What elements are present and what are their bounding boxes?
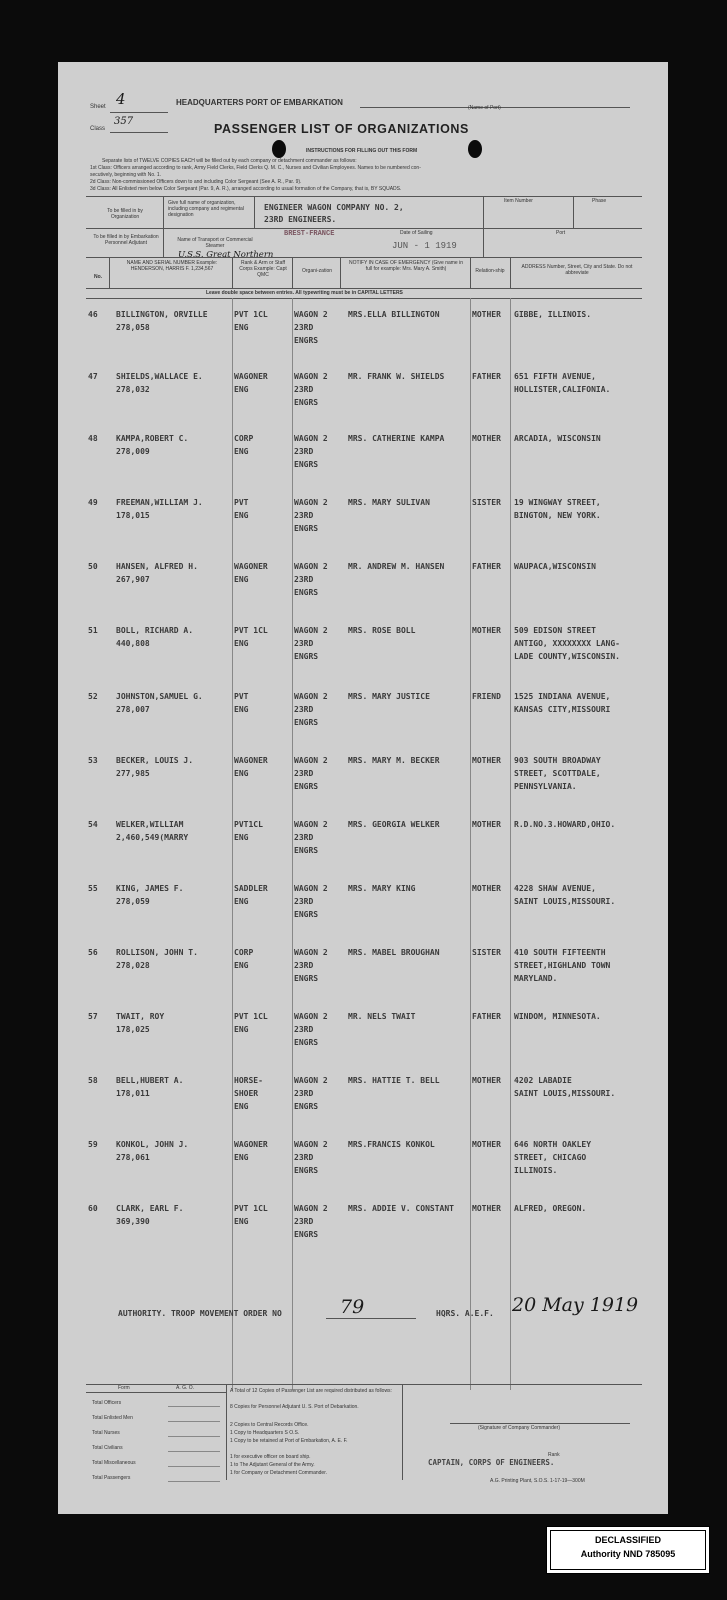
cell-notify: MRS. MARY JUSTICE <box>348 692 430 701</box>
cell-org: WAGON 2 23RD ENGRS <box>294 1140 328 1175</box>
cell-addr: 410 SOUTH FIFTEENTH STREET,HIGHLAND TOWN MARYLAND. <box>514 948 611 983</box>
copies-line: A Total of 12 Copies of Passenger List are required distributed as follows: <box>230 1388 392 1394</box>
cell-name: JOHNSTON,SAMUEL G. 278,007 <box>116 692 203 714</box>
full-name-hint: Give full name of organization, including company and regimental designation <box>168 200 244 218</box>
cell-rel: MOTHER <box>472 310 501 319</box>
cell-rel: SISTER <box>472 948 501 957</box>
col-name-header: NAME AND SERIAL NUMBER Example: HENDERSON, HARRIS F. 1,234,567 <box>126 260 218 272</box>
cell-no: 50 <box>88 562 98 571</box>
cell-notify: MRS. MABEL BROUGHAN <box>348 948 440 957</box>
instruction-line: 2d Class: Non-commissioned Officers down to and including Color Sergeant (See A. R., Par. 9). <box>90 179 302 185</box>
cell-name: TWAIT, ROY 178,025 <box>116 1012 165 1034</box>
name-of-port: (Name of Port) <box>468 105 501 111</box>
cell-rank: PVT1CL ENG <box>234 820 263 842</box>
phase-label: Phase <box>592 198 607 204</box>
declassified-authority: Authority NND 785095 <box>580 1549 676 1559</box>
cell-no: 59 <box>88 1140 98 1149</box>
rank-label: Rank <box>548 1452 560 1458</box>
cell-org: WAGON 2 23RD ENGRS <box>294 562 328 597</box>
col-notify-header: NOTIFY IN CASE OF EMERGENCY (Give name in full for example: Mrs. Mary A. Smith) <box>348 260 463 272</box>
item-number-label: Item Number <box>504 198 533 204</box>
filled-by-org-label: To be filled in by Organization <box>107 208 143 220</box>
cell-name: CLARK, EARL F. 369,390 <box>116 1204 184 1226</box>
cell-name: HANSEN, ALFRED H. 267,907 <box>116 562 198 584</box>
org-name-line2: 23RD ENGINEERS. <box>264 215 337 224</box>
cell-no: 55 <box>88 884 98 893</box>
instruction-line: Separate lists of TWELVE COPIES EACH will be filled out by each company or detachment commander as follows: <box>102 158 357 164</box>
cell-rel: MOTHER <box>472 756 501 765</box>
total-label: Total Miscellaneous <box>92 1460 136 1466</box>
cell-rank: PVT ENG <box>234 498 249 520</box>
cell-addr: WINDOM, MINNESOTA. <box>514 1012 601 1021</box>
cell-rank: PVT 1CL ENG <box>234 310 268 332</box>
passenger-list-sheet <box>58 62 668 1514</box>
cell-rank: WAGONER ENG <box>234 756 268 778</box>
cell-rel: FATHER <box>472 372 501 381</box>
cell-org: WAGON 2 23RD ENGRS <box>294 948 328 983</box>
cell-name: ROLLISON, JOHN T. 278,028 <box>116 948 198 970</box>
transport-label: Name of Transport or Commercial Steamer <box>177 237 253 249</box>
authority-text: AUTHORITY. TROOP MOVEMENT ORDER NO <box>118 1309 282 1318</box>
cell-addr: 646 NORTH OAKLEY STREET, CHICAGO ILLINOIS. <box>514 1140 592 1175</box>
captain-rank: CAPTAIN, CORPS OF ENGINEERS. <box>428 1458 555 1467</box>
cell-rel: FRIEND <box>472 692 501 701</box>
cell-no: 47 <box>88 372 98 381</box>
cell-org: WAGON 2 23RD ENGRS <box>294 884 328 919</box>
cell-no: 51 <box>88 626 98 635</box>
cell-notify: MRS. MARY KING <box>348 884 416 893</box>
cell-no: 53 <box>88 756 98 765</box>
transport-name: U.S.S. Great Northern <box>178 250 274 260</box>
cell-rank: WAGONER ENG <box>234 372 268 394</box>
cell-no: 60 <box>88 1204 98 1213</box>
hqrs-text: HQRS. A.E.F. <box>436 1309 494 1318</box>
cell-addr: ARCADIA, WISCONSIN <box>514 434 601 443</box>
cell-org: WAGON 2 23RD ENGRS <box>294 626 328 661</box>
cell-addr: 4228 SHAW AVENUE, SAINT LOUIS,MISSOURI. <box>514 884 616 906</box>
cell-addr: 509 EDISON STREET ANTIGO, XXXXXXXX LANG- LADE COUNTY,WISCONSIN. <box>514 626 620 661</box>
printing-note: A.G. Printing Plant, S.O.S. 1-17-19—300M <box>490 1478 585 1484</box>
cell-rel: MOTHER <box>472 1140 501 1149</box>
cell-name: BECKER, LOUIS J. 277,985 <box>116 756 194 778</box>
cell-org: WAGON 2 23RD ENGRS <box>294 756 328 791</box>
cell-no: 49 <box>88 498 98 507</box>
cell-rel: FATHER <box>472 1012 501 1021</box>
cell-org: WAGON 2 23RD ENGRS <box>294 434 328 469</box>
cell-notify: MRS. GEORGIA WELKER <box>348 820 440 829</box>
cell-name: WELKER,WILLIAM 2,460,549(MARRY <box>116 820 189 842</box>
cell-addr: 651 FIFTH AVENUE, HOLLISTER,CALIFONIA. <box>514 372 611 394</box>
date-of-sailing-label: Date of Sailing <box>400 230 433 236</box>
col-no-header: No. <box>94 274 103 280</box>
copies-line: 1 Copy to Headquarters S O.S. <box>230 1430 300 1436</box>
total-label: Total Civilians <box>92 1445 123 1451</box>
cell-notify: MR. ANDREW M. HANSEN <box>348 562 445 571</box>
brest-stamp: BREST-FRANCE <box>284 230 335 238</box>
org-name-line1: ENGINEER WAGON COMPANY NO. 2, <box>264 203 404 212</box>
class-value: 357 <box>114 116 134 127</box>
instruction-line: 1st Class: Officers arranged according to rank, Army Field Clerks, Field Clerks Q. M. C., Nurses and Civilian Employees. Names to be numbered con- <box>90 165 421 171</box>
page-title: PASSENGER LIST OF ORGANIZATIONS <box>214 122 469 136</box>
cell-addr: WAUPACA,WISCONSIN <box>514 562 596 571</box>
cell-notify: MRS. MARY SULIVAN <box>348 498 430 507</box>
cell-org: WAGON 2 23RD ENGRS <box>294 820 328 855</box>
leave-space-note: Leave double space between entries. All typewriting must be in CAPITAL LETTERS <box>206 290 403 296</box>
cell-name: KING, JAMES F. 278,059 <box>116 884 184 906</box>
total-label: Total Passengers <box>92 1475 131 1481</box>
sheet-value: 4 <box>116 90 126 108</box>
cell-no: 56 <box>88 948 98 957</box>
col-relation-header: Relation-ship <box>475 268 505 274</box>
cell-org: WAGON 2 23RD ENGRS <box>294 1012 328 1047</box>
cell-org: WAGON 2 23RD ENGRS <box>294 372 328 407</box>
cell-notify: MRS. MARY M. BECKER <box>348 756 440 765</box>
total-label: Total Officers <box>92 1400 122 1406</box>
cell-rank: PVT 1CL ENG <box>234 1012 268 1034</box>
cell-no: 52 <box>88 692 98 701</box>
instructions-title: INSTRUCTIONS FOR FILLING OUT THIS FORM <box>306 148 418 154</box>
cell-rank: SADDLER ENG <box>234 884 268 906</box>
class-label: Class <box>90 126 106 132</box>
cell-rank: PVT ENG <box>234 692 249 714</box>
form-label: Form <box>118 1385 130 1391</box>
declassified-stamp <box>546 1526 710 1574</box>
copies-line: 2 Copies to Central Records Office. <box>230 1422 309 1428</box>
copies-line: 1 to The Adjutant General of the Army. <box>230 1462 315 1468</box>
cell-no: 54 <box>88 820 98 829</box>
copies-line: 1 Copy to be retained at Port of Embarkation, A. E. F. <box>230 1438 348 1444</box>
cell-rel: MOTHER <box>472 626 501 635</box>
cell-rank: HORSE- SHOER ENG <box>234 1076 263 1111</box>
cell-rel: MOTHER <box>472 434 501 443</box>
order-number: 79 <box>340 1296 365 1318</box>
sheet-label: Sheet <box>90 104 106 110</box>
cell-addr: 1525 INDIANA AVENUE, KANSAS CITY,MISSOURI <box>514 692 611 714</box>
cell-org: WAGON 2 23RD ENGRS <box>294 1076 328 1111</box>
cell-notify: MRS. ADDIE V. CONSTANT <box>348 1204 454 1213</box>
cell-rel: SISTER <box>472 498 501 507</box>
cell-rel: MOTHER <box>472 820 501 829</box>
instruction-line: 3d Class: All Enlisted men below Color Sergeant (Par. 9, A. R.), arranged according to usual formation of the Company, that is, BY SQUADS. <box>90 186 402 192</box>
port-label: Port <box>556 230 566 236</box>
cell-name: KONKOL, JOHN J. 278,061 <box>116 1140 189 1162</box>
cell-notify: MRS. CATHERINE KAMPA <box>348 434 445 443</box>
cell-notify: MR. FRANK W. SHIELDS <box>348 372 445 381</box>
cell-name: BELL,HUBERT A. 178,011 <box>116 1076 184 1098</box>
cell-org: WAGON 2 23RD ENGRS <box>294 498 328 533</box>
cell-notify: MRS. ROSE BOLL <box>348 626 416 635</box>
cell-name: SHIELDS,WALLACE E. 278,032 <box>116 372 203 394</box>
cell-name: BILLINGTON, ORVILLE 278,058 <box>116 310 208 332</box>
cell-rel: MOTHER <box>472 884 501 893</box>
cell-rel: MOTHER <box>472 1204 501 1213</box>
declassified-title: DECLASSIFIED <box>594 1535 661 1545</box>
cell-name: FREEMAN,WILLIAM J. 178,015 <box>116 498 203 520</box>
cell-name: BOLL, RICHARD A. 440,808 <box>116 626 194 648</box>
copies-line: 8 Copies for Personnel Adjutant U. S. Port of Debarkation. <box>230 1404 359 1410</box>
cell-rank: CORP ENG <box>234 948 254 970</box>
cell-rank: PVT 1CL ENG <box>234 1204 268 1226</box>
cell-rank: CORP ENG <box>234 434 254 456</box>
hq-title: HEADQUARTERS PORT OF EMBARKATION <box>176 98 343 107</box>
total-label: Total Nurses <box>92 1430 120 1436</box>
instruction-line: secutively, beginning with No. 1. <box>90 172 162 178</box>
cell-addr: ALFRED, OREGON. <box>514 1204 587 1213</box>
cell-rank: PVT 1CL ENG <box>234 626 268 648</box>
cell-org: WAGON 2 23RD ENGRS <box>294 692 328 727</box>
cell-addr: 4202 LABADIE SAINT LOUIS,MISSOURI. <box>514 1076 616 1098</box>
cell-addr: GIBBE, ILLINOIS. <box>514 310 592 319</box>
cell-addr: 903 SOUTH BROADWAY STREET, SCOTTDALE, PENNSYLVANIA. <box>514 756 601 791</box>
cell-rank: WAGONER ENG <box>234 562 268 584</box>
cell-rank: WAGONER ENG <box>234 1140 268 1162</box>
filled-by-adjutant-label: To be filled in by Embarkation Personnel Adjutant <box>93 234 159 246</box>
cell-notify: MRS.FRANCIS KONKOL <box>348 1140 435 1149</box>
ago-label: A. G. O. <box>176 1385 195 1391</box>
cell-name: KAMPA,ROBERT C. 278,009 <box>116 434 189 456</box>
col-rank-header: Rank & Arm or Staff Corps Example: Capt QMC <box>239 260 287 278</box>
date-stamp: JUN - 1 1919 <box>392 241 457 251</box>
cell-rel: FATHER <box>472 562 501 571</box>
cell-addr: 19 WINGWAY STREET, BINGTON, NEW YORK. <box>514 498 601 520</box>
cell-org: WAGON 2 23RD ENGRS <box>294 1204 328 1239</box>
cell-notify: MR. NELS TWAIT <box>348 1012 416 1021</box>
copies-line: 1 for executive officer on board ship. <box>230 1454 311 1460</box>
cell-notify: MRS. HATTIE T. BELL <box>348 1076 440 1085</box>
cell-no: 57 <box>88 1012 98 1021</box>
cell-notify: MRS.ELLA BILLINGTON <box>348 310 440 319</box>
cell-rel: MOTHER <box>472 1076 501 1085</box>
cell-no: 48 <box>88 434 98 443</box>
cell-no: 46 <box>88 310 98 319</box>
authority-date: 20 May 1919 <box>512 1294 639 1316</box>
cell-org: WAGON 2 23RD ENGRS <box>294 310 328 345</box>
col-address-header: ADDRESS Number, Street, City and State. Do not abbreviate <box>521 264 633 276</box>
cell-no: 58 <box>88 1076 98 1085</box>
punch-hole <box>272 140 286 158</box>
punch-hole <box>468 140 482 158</box>
copies-line: 1 for Company or Detachment Commander. <box>230 1470 327 1476</box>
total-label: Total Enlisted Men <box>92 1415 133 1421</box>
signature-label: (Signature of Company Commander) <box>478 1425 560 1431</box>
col-org-header: Organi-zation <box>301 268 332 274</box>
cell-addr: R.D.NO.3.HOWARD,OHIO. <box>514 820 616 829</box>
